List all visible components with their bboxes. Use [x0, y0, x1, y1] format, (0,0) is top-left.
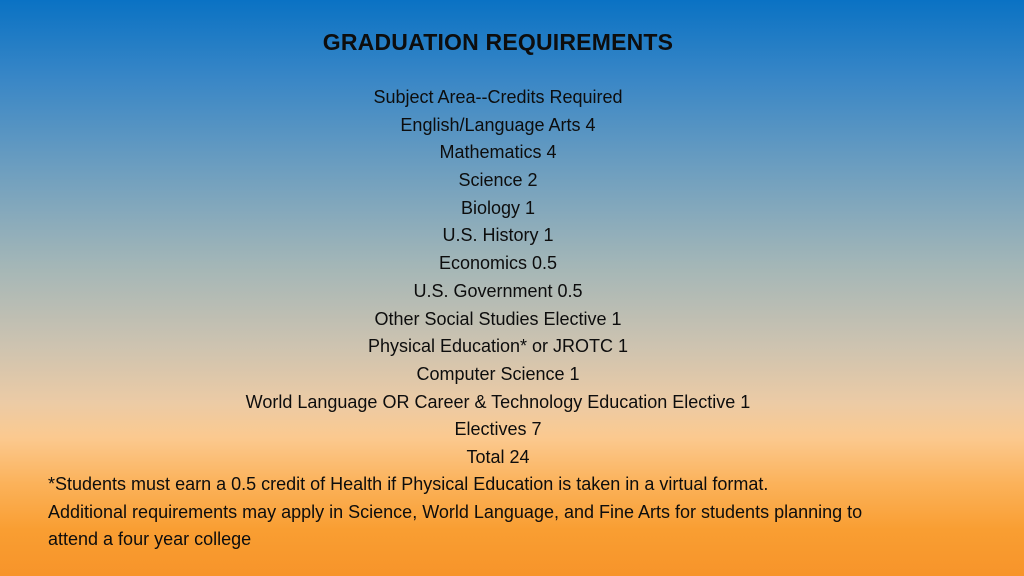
requirement-us-government: U.S. Government 0.5 — [413, 280, 583, 301]
requirement-total: Total 24 — [466, 446, 530, 467]
requirement-world-language-or-cte: World Language OR Career & Technology Education Elective 1 — [245, 391, 751, 412]
requirement-mathematics: Mathematics 4 — [439, 142, 557, 163]
footnotes — [48, 471, 1008, 554]
requirements-list — [0, 84, 996, 472]
footnote-additional-requirements: Additional requirements may apply in Science, World Language, and Fine Arts for students planning to — [48, 501, 863, 522]
requirement-social-studies-elective: Other Social Studies Elective 1 — [374, 308, 622, 329]
requirement-us-history: U.S. History 1 — [442, 225, 554, 246]
requirements-header: Subject Area--Credits Required — [373, 87, 623, 107]
requirement-science: Science 2 — [458, 170, 538, 191]
requirement-computer-science: Computer Science 1 — [416, 363, 580, 384]
requirement-physical-education: Physical Education* or JROTC 1 — [367, 336, 629, 357]
requirement-electives: Electives 7 — [454, 419, 542, 440]
footnote-additional-requirements-cont: attend a four year college — [48, 529, 252, 550]
page-title: GRADUATION REQUIREMENTS — [322, 29, 674, 55]
requirement-economics: Economics 0.5 — [438, 253, 558, 274]
footnote-health: *Students must earn a 0.5 credit of Health if Physical Education is taken in a virtual format. — [48, 474, 769, 494]
requirement-english: English/Language Arts 4 — [400, 114, 596, 135]
requirement-biology: Biology 1 — [460, 197, 536, 218]
